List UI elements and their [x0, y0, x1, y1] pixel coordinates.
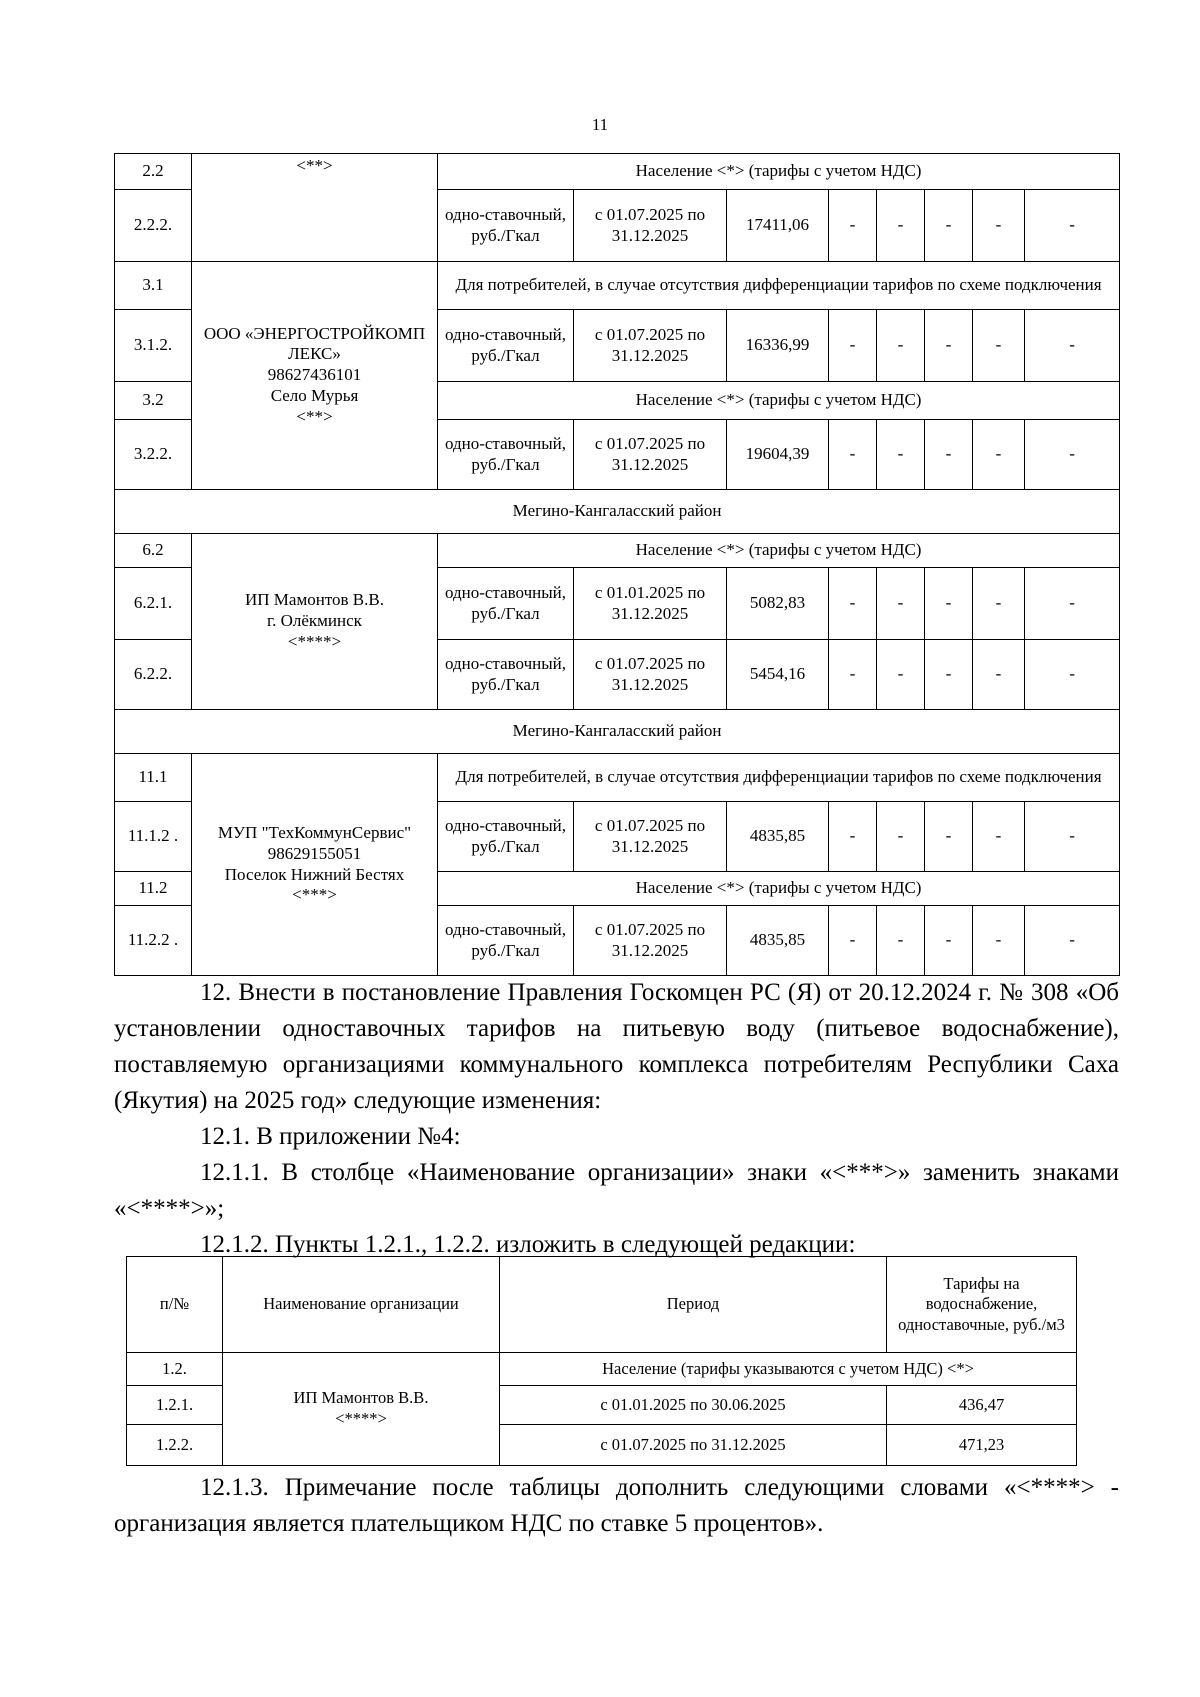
row-number: 11.1	[115, 754, 192, 802]
district-name: Мегино-Кангаласский район	[115, 710, 1120, 754]
paragraph-12-1-1: 12.1.1. В столбце «Наименование организации» знаки «<***>» заменить знаками «<****>»;	[114, 1159, 1119, 1222]
dash-cell: -	[829, 906, 877, 976]
row-number: 3.2.2.	[115, 420, 192, 490]
tariff-value: 4835,85	[727, 802, 829, 872]
dash-cell: -	[877, 640, 925, 710]
dash-cell: -	[973, 310, 1025, 382]
organization-cell	[192, 154, 438, 262]
tariff-value: 5082,83	[727, 568, 829, 640]
org-mark: <***>	[292, 885, 337, 905]
heat-tariff-table	[114, 153, 1120, 976]
row-number: 1.2.1.	[127, 1386, 223, 1425]
period-cell: с 01.01.2025 по 31.12.2025	[574, 568, 727, 640]
dash-cell: -	[973, 640, 1025, 710]
row-number: 6.2.1.	[115, 568, 192, 640]
dash-cell: -	[1025, 310, 1120, 382]
dash-cell: -	[829, 640, 877, 710]
organization-cell	[223, 1353, 500, 1466]
section-header: Население (тарифы указываются с учетом НДС) <*>	[500, 1353, 1077, 1386]
dash-cell: -	[1025, 420, 1120, 490]
dash-cell: -	[973, 568, 1025, 640]
dash-cell: -	[973, 802, 1025, 872]
row-number: 3.1.2.	[115, 310, 192, 382]
tariff-value: 16336,99	[727, 310, 829, 382]
dash-cell: -	[925, 640, 973, 710]
dash-cell: -	[877, 906, 925, 976]
period-cell: с 01.07.2025 по 31.12.2025	[574, 190, 727, 262]
period-cell: с 01.07.2025 по 31.12.2025	[574, 420, 727, 490]
org-name: ИП Мамонтов В.В.	[245, 590, 384, 610]
row-number: 2.2	[115, 154, 192, 190]
unit-cell: одно-ставочный, руб./Гкал	[438, 310, 574, 382]
paragraph-12-1-3: 12.1.3. Примечание после таблицы дополнить следующими словами «<****> - организация является плательщиком НДС по ставке 5 процентов».	[114, 1474, 1119, 1537]
page-number: 11	[591, 115, 609, 134]
period-cell: с 01.07.2025 по 31.12.2025	[574, 906, 727, 976]
section-header: Население <*> (тарифы с учетом НДС)	[438, 154, 1120, 190]
org-inn: 98627436101	[267, 365, 362, 385]
period-cell: с 01.07.2025 по 31.12.2025	[500, 1425, 887, 1466]
period-cell: с 01.07.2025 по 31.12.2025	[574, 310, 727, 382]
section-header: Население <*> (тарифы с учетом НДС)	[438, 382, 1120, 420]
unit-cell: одно-ставочный, руб./Гкал	[438, 906, 574, 976]
dash-cell: -	[925, 420, 973, 490]
organization-cell	[192, 534, 438, 710]
tariff-value: 436,47	[887, 1386, 1077, 1425]
row-number: 11.2.2 .	[115, 906, 192, 976]
dash-cell: -	[1025, 190, 1120, 262]
org-mark: <**>	[296, 156, 333, 175]
dash-cell: -	[1025, 802, 1120, 872]
paragraph-12-1: 12.1. В приложении №4:	[200, 1123, 461, 1150]
dash-cell: -	[925, 310, 973, 382]
org-location: г. Олёкминск	[267, 611, 362, 631]
unit-cell: одно-ставочный, руб./Гкал	[438, 568, 574, 640]
dash-cell: -	[829, 420, 877, 490]
header-organization: Наименование организации	[223, 1257, 500, 1353]
row-number: 3.1	[115, 262, 192, 310]
section-header: Для потребителей, в случае отсутствия дифференциации тарифов по схеме подключения	[438, 754, 1120, 802]
period-cell: с 01.07.2025 по 31.12.2025	[574, 802, 727, 872]
dash-cell: -	[877, 310, 925, 382]
org-name: ИП Мамонтов В.В.	[293, 1388, 429, 1408]
tariff-value: 19604,39	[727, 420, 829, 490]
tariff-value: 4835,85	[727, 906, 829, 976]
dash-cell: -	[925, 190, 973, 262]
dash-cell: -	[829, 190, 877, 262]
organization-cell	[192, 262, 438, 490]
dash-cell: -	[877, 420, 925, 490]
district-name: Мегино-Кангаласский район	[115, 490, 1120, 534]
table-row	[127, 1353, 1077, 1386]
header-tariff: Тарифы на водоснабжение, одноставочные, руб./м3	[887, 1257, 1077, 1353]
tariff-value: 471,23	[887, 1425, 1077, 1466]
tariff-value: 5454,16	[727, 640, 829, 710]
dash-cell: -	[1025, 906, 1120, 976]
period-cell: с 01.01.2025 по 30.06.2025	[500, 1386, 887, 1425]
tariff-value: 17411,06	[727, 190, 829, 262]
dash-cell: -	[925, 568, 973, 640]
dash-cell: -	[877, 802, 925, 872]
water-tariff-table	[126, 1256, 1077, 1466]
section-header: Население <*> (тарифы с учетом НДС)	[438, 534, 1120, 568]
dash-cell: -	[973, 420, 1025, 490]
section-header: Для потребителей, в случае отсутствия дифференциации тарифов по схеме подключения	[438, 262, 1120, 310]
org-location: Село Мурья	[270, 385, 359, 405]
row-number: 6.2.2.	[115, 640, 192, 710]
table-row	[115, 154, 1120, 190]
org-location: Поселок Нижний Бестях	[224, 864, 405, 884]
row-number: 11.2	[115, 872, 192, 906]
period-cell: с 01.07.2025 по 31.12.2025	[574, 640, 727, 710]
dash-cell: -	[1025, 568, 1120, 640]
table-row	[115, 754, 1120, 802]
header-num: п/№	[127, 1257, 223, 1353]
table-row	[115, 262, 1120, 310]
row-number: 11.1.2 .	[115, 802, 192, 872]
row-number: 1.2.2.	[127, 1425, 223, 1466]
dash-cell: -	[925, 802, 973, 872]
section-header: Население <*> (тарифы с учетом НДС)	[438, 872, 1120, 906]
district-row	[115, 710, 1120, 754]
unit-cell: одно-ставочный, руб./Гкал	[438, 802, 574, 872]
unit-cell: одно-ставочный, руб./Гкал	[438, 420, 574, 490]
row-number: 1.2.	[127, 1353, 223, 1386]
org-inn: 98629155051	[267, 843, 362, 863]
dash-cell: -	[973, 190, 1025, 262]
paragraph-12: 12. Внести в постановление Правления Госкомцен РС (Я) от 20.12.2024 г. № 308 «Об установлении одноставочных тарифов на питьевую воду (питьевое водоснабжение), поставляемую организациями коммунального комплекса потребителям Республики Саха (Якутия) на 2025 год» следующие изменения:	[114, 979, 1119, 1114]
table-header-row	[127, 1257, 1077, 1353]
paragraph-12-1-2: 12.1.2. Пункты 1.2.1., 1.2.2. изложить в следующей редакции:	[200, 1231, 856, 1258]
unit-cell: одно-ставочный, руб./Гкал	[438, 640, 574, 710]
org-mark: <**>	[296, 406, 333, 426]
dash-cell: -	[973, 906, 1025, 976]
org-mark: <****>	[287, 631, 342, 651]
organization-cell	[192, 754, 438, 976]
note-text	[114, 1470, 1119, 1542]
row-number: 2.2.2.	[115, 190, 192, 262]
org-name: МУП "ТехКоммунСервис"	[217, 823, 412, 843]
row-number: 6.2	[115, 534, 192, 568]
dash-cell: -	[1025, 640, 1120, 710]
dash-cell: -	[877, 568, 925, 640]
header-period: Период	[500, 1257, 887, 1353]
dash-cell: -	[829, 802, 877, 872]
table-row	[115, 534, 1120, 568]
unit-cell: одно-ставочный, руб./Гкал	[438, 190, 574, 262]
org-name: ООО «ЭНЕРГОСТРОЙКОМП ЛЕКС»	[203, 323, 426, 364]
dash-cell: -	[829, 568, 877, 640]
dash-cell: -	[925, 906, 973, 976]
row-number: 3.2	[115, 382, 192, 420]
dash-cell: -	[877, 190, 925, 262]
org-mark: <****>	[335, 1409, 387, 1428]
district-row	[115, 490, 1120, 534]
amendment-text	[114, 975, 1119, 1263]
dash-cell: -	[829, 310, 877, 382]
